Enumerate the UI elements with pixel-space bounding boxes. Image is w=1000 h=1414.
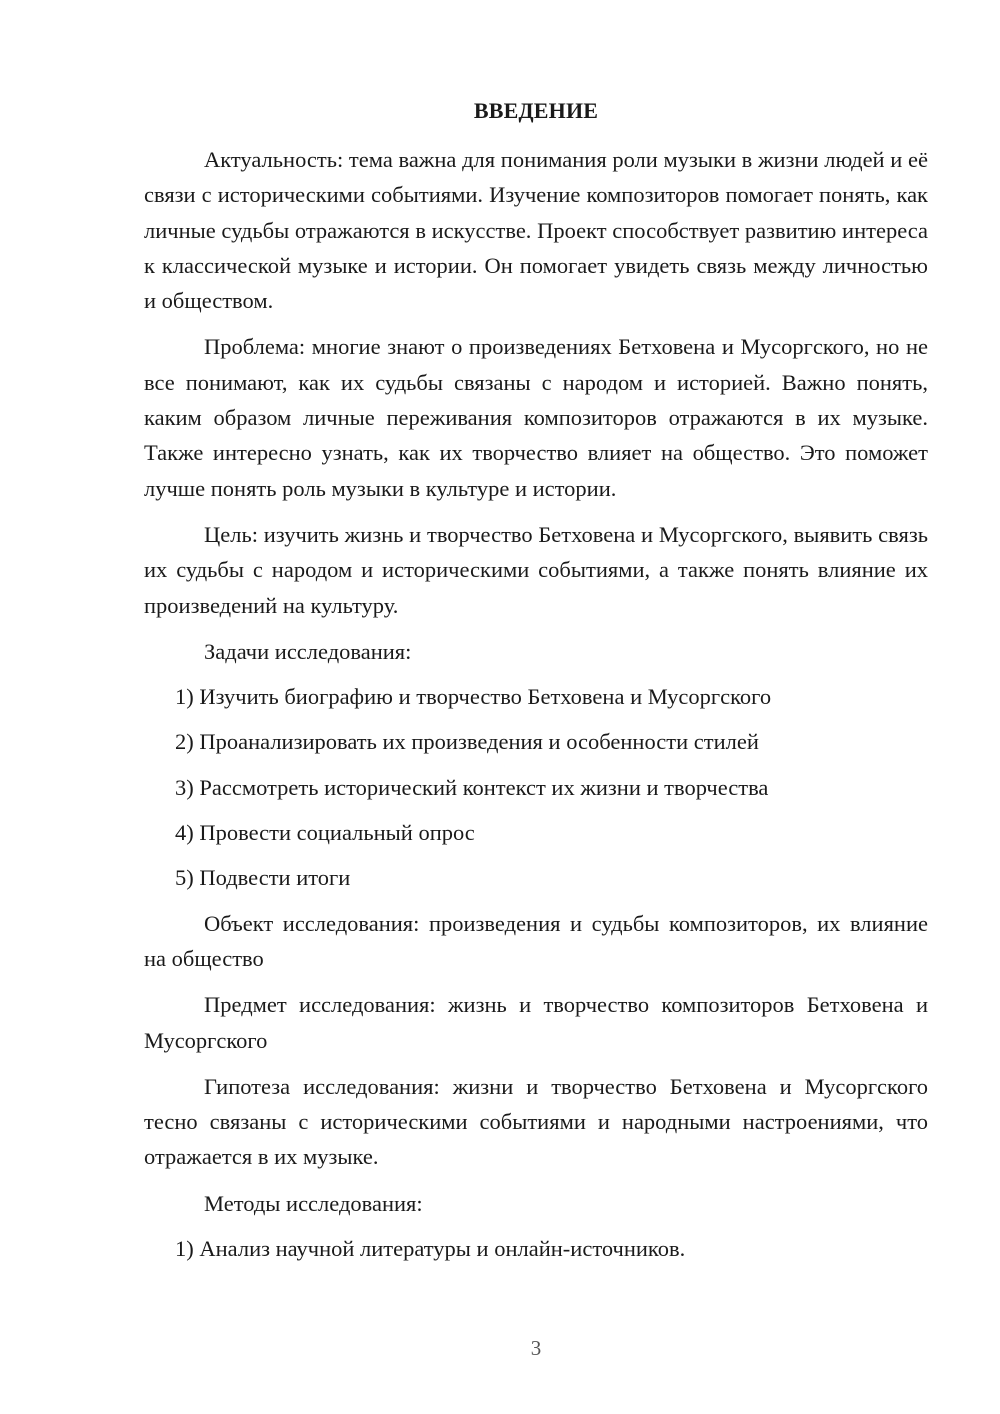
- goal-paragraph: Цель: изучить жизнь и творчество Бетховена и Мусоргского, выявить связь их судьбы с народом и историческими событиями, а также понять влияние их произведений на культуру.: [144, 521, 928, 618]
- tasks-heading: Задачи исследования:: [204, 638, 412, 664]
- task-item-2: 2) Проанализировать их произведения и особенности стилей: [175, 729, 759, 755]
- hypothesis-paragraph: Гипотеза исследования: жизни и творчество Бетховена и Мусоргского тесно связаны с историческими событиями и народными настроениями, что отражается в их музыке.: [144, 1073, 928, 1170]
- methods-list: [144, 1231, 928, 1266]
- problem-paragraph: Проблема: многие знают о произведениях Бетховена и Мусоргского, но не все понимают, как их судьбы связаны с народом и историей. Важно понять, каким образом личные переживания композиторов отражаются в их музыке. Также интересно узнать, как их творчество влияет на общество. Это поможет лучше понять роль музыки в культуре и истории.: [144, 334, 928, 501]
- task-item-1: 1) Изучить биографию и творчество Бетховена и Мусоргского: [175, 684, 772, 710]
- methods-heading: Методы исследования:: [204, 1190, 423, 1216]
- relevance-paragraph: Актуальность: тема важна для понимания роли музыки в жизни людей и её связи с историческими событиями. Изучение композиторов помогает понять, как личные судьбы отражаются в искусстве. Проект способствует развитию интереса к классической музыке и истории. Он помогает увидеть связь между личностью и обществом.: [144, 147, 928, 314]
- object-paragraph: Объект исследования: произведения и судьбы композиторов, их влияние на общество: [144, 910, 928, 971]
- task-item-5: 5) Подвести итоги: [175, 865, 351, 891]
- subject-paragraph: Предмет исследования: жизнь и творчество композиторов Бетховена и Мусоргского: [144, 992, 928, 1053]
- document-body: [144, 142, 928, 1276]
- tasks-list: [144, 679, 928, 895]
- task-item-3: 3) Рассмотреть исторический контекст их жизни и творчества: [175, 774, 769, 800]
- method-item-1: 1) Анализ научной литературы и онлайн-источников.: [175, 1236, 686, 1262]
- page-number: 3: [530, 1336, 542, 1360]
- task-item-4: 4) Провести социальный опрос: [175, 820, 475, 846]
- section-title: ВВЕДЕНИЕ: [473, 98, 599, 123]
